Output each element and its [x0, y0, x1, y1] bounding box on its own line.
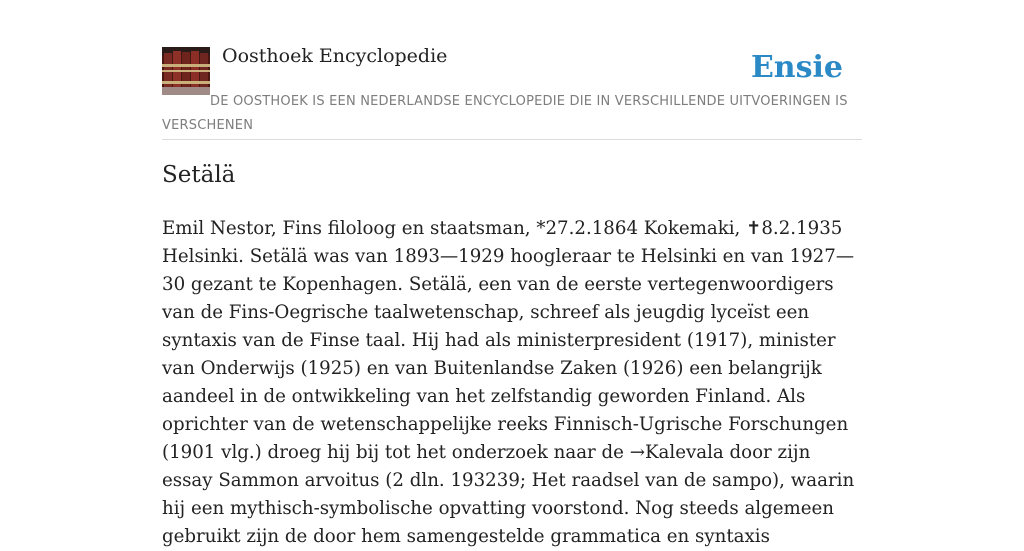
- brand-logo[interactable]: Ensie: [750, 50, 843, 85]
- site-name[interactable]: Oosthoek Encyclopedie: [222, 45, 448, 67]
- article-text-end: door zijn essay Sammon arvoitus (2 dln. 193239; Het raadsel van de sampo), waarin hij een mythisch-symbolische opvatting voorstond. Nog steeds algemeen gebruikt zijn de door hem samengestelde grammatica en syntaxis: [162, 442, 855, 547]
- article-text-start: Emil Nestor, Fins filoloog en staatsman, *27.2.1864 Kokemaki, ✝8.2.1935 Helsinki. Setälä was van 1893—1929 hoogleraar te Helsinki en van 1927—30 gezant te Kopenhagen. Setälä, een van de eerste vertegenwoordigers van de Fins-Oegrische taalwetenschap, schreef als jeugdig lyceïst een syntaxis van de Finse taal. Hij had als ministerpresident (1917), minister van Onderwijs (1925) en van Buitenlandse Zaken (1926) een belangrijk aandeel in de ontwikkeling van het zelfstandig geworden Finland. Als oprichter van de wetenschappelijke reeks Finnisch-Ugrische Forschungen (1901 vlg.) droeg hij bij tot het onderzoek naar de: [162, 218, 855, 463]
- header-divider: [162, 139, 862, 140]
- avatar[interactable]: [162, 47, 210, 95]
- kalevala-link[interactable]: →Kalevala: [629, 442, 724, 463]
- book-spines-avatar-icon: [162, 47, 210, 95]
- page-title: Setälä: [162, 162, 236, 188]
- article-body: [162, 215, 866, 551]
- site-tagline: DE OOSTHOEK IS EEN NEDERLANDSE ENCYCLOPEDIE DIE IN VERSCHILLENDE UITVOERINGEN IS VERSCHENEN: [162, 94, 848, 133]
